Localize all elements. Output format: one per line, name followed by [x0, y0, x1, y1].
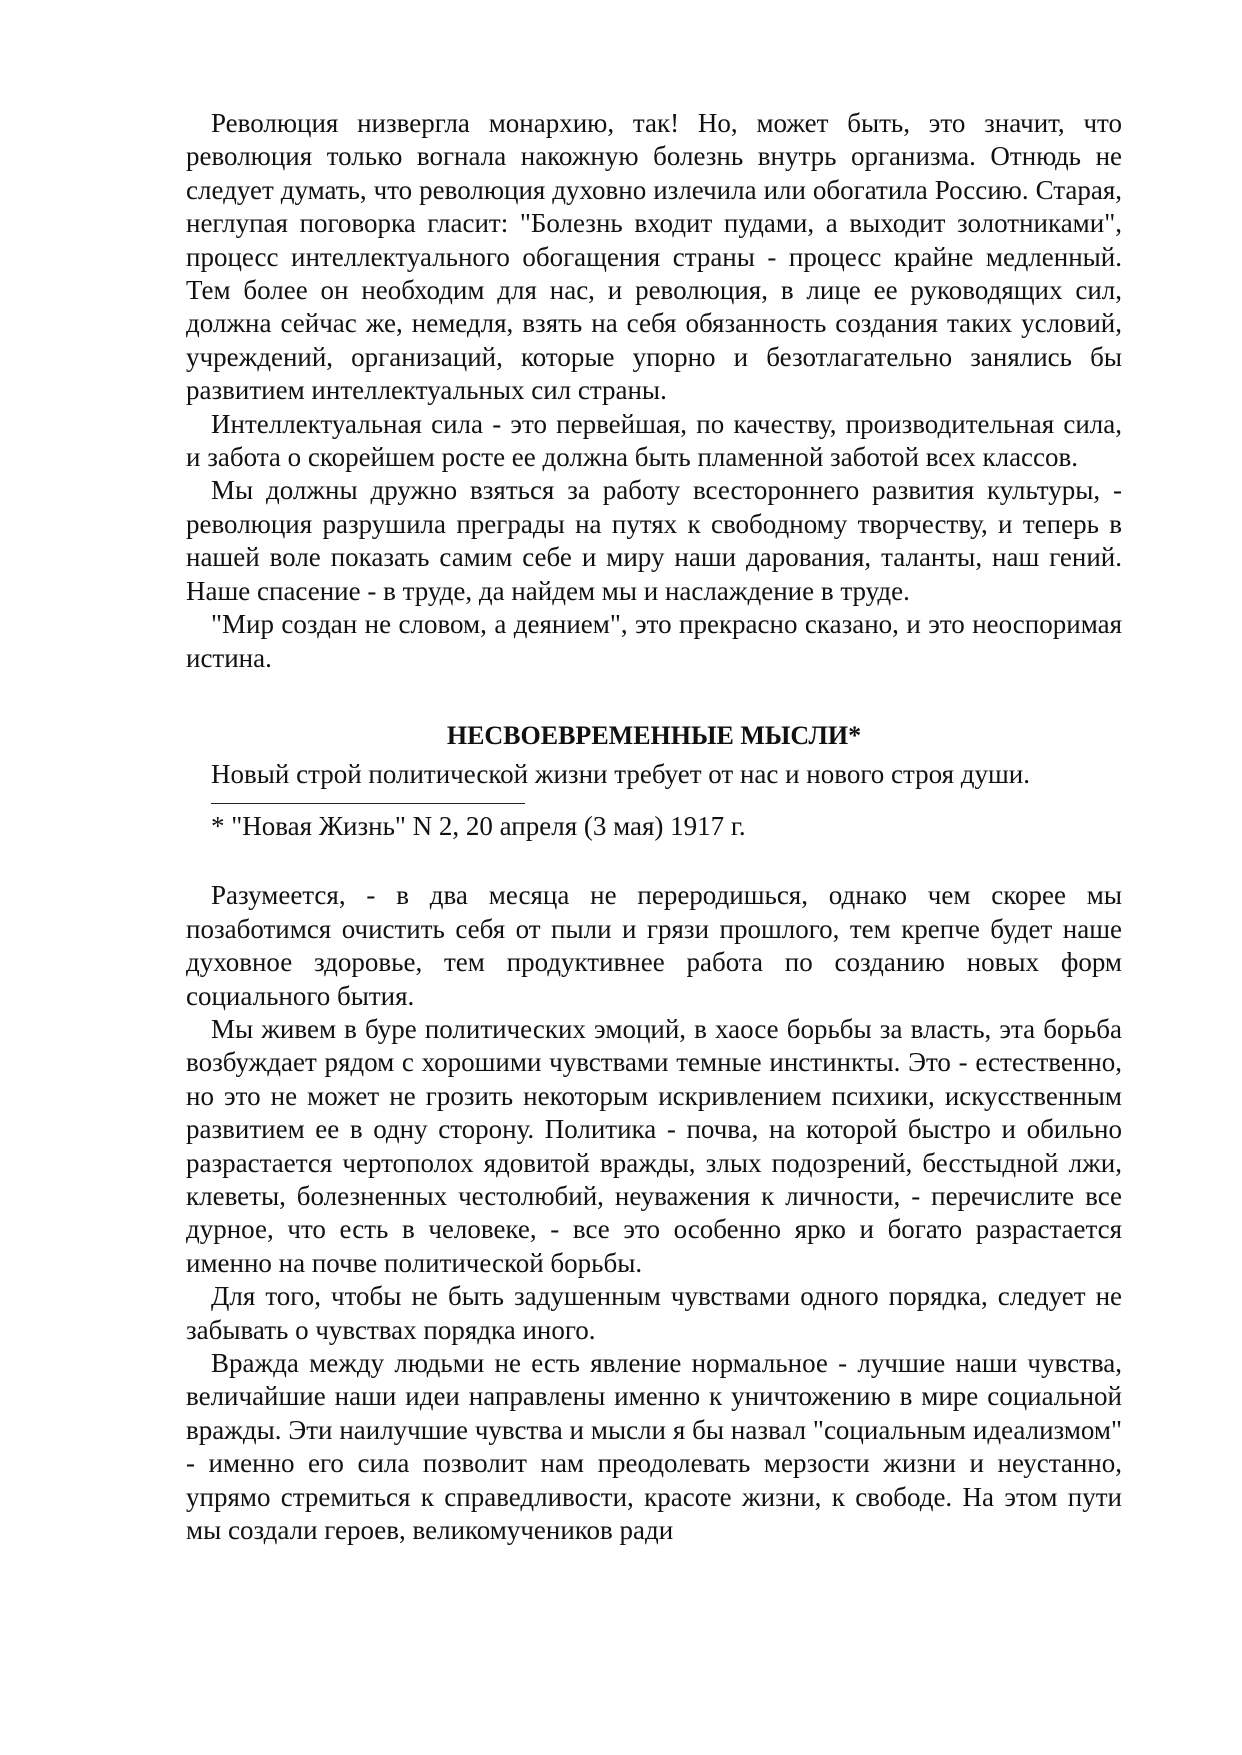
document-page: [186, 107, 1122, 1547]
paragraph-develop-culture: Мы должны дружно взяться за работу всестороннего развития культуры, - революция разрушила преграды на путях к свободному творчеству, и теперь в нашей воле показать самим себе и миру наши дарования, таланты, наш гений. Наше спасение - в труде, да найдем мы и наслаждение в труде.: [186, 475, 1122, 606]
paragraph-other-feelings: Для того, чтобы не быть задушенным чувствами одного порядка, следует не забывать о чувствах порядка иного.: [186, 1281, 1122, 1345]
section-heading: НЕСВОЕВРЕМЕННЫЕ МЫСЛИ*: [446, 720, 862, 750]
paragraph-two-months: Разумеется, - в два месяца не переродишься, однако чем скорее мы позаботимся очистить себя от пыли и грязи прошлого, тем крепче будет наше духовное здоровье, тем продуктивнее работа по созданию новых форм социального бытия.: [186, 880, 1122, 1011]
paragraph-social-idealism: Вражда между людьми не есть явление нормальное - лучшие наши чувства, величайшие наши идеи направлены именно к уничтожению в мире социальной вражды. Эти наилучшие чувства и мысли я бы назвал "социальным идеализмом" - именно его сила позволит нам преодолевать мерзости жизни и неустанно, упрямо стремиться к справедливости, красоте жизни, к свободе. На этом пути мы создали героев, великомучеников ради: [186, 1348, 1122, 1546]
footnote: * "Новая Жизнь" N 2, 20 апреля (3 мая) 1917 г.: [211, 811, 746, 842]
paragraph-intellectual-force: Интеллектуальная сила - это первейшая, по качеству, производительная сила, и забота о скорейшем росте ее должна быть пламенной заботой всех классов.: [186, 408, 1122, 473]
paragraph-political-storm: Мы живем в буре политических эмоций, в хаосе борьбы за власть, эта борьба возбуждает рядом с хорошими чувствами темные инстинкты. Это - естественно, но это не может не грозить некоторым искривлением психики, искусственным развитием ее в одну сторону. Политика - почва, на которой быстро и обильно разрастается чертополох ядовитой вражды, злых подозрений, бесстыдной лжи, клеветы, болезненных честолюбий, неуважения к личности, - перечислите все дурное, что есть в человеке, - все это особенно ярко и богато разрастается именно на почве политической борьбы.: [186, 1013, 1122, 1278]
paragraph-world-created: "Мир создан не словом, а деянием", это прекрасно сказано, и это неоспоримая истина.: [186, 609, 1122, 673]
paragraph-revolution-monarchy: Революция низвергла монархию, так! Но, может быть, это значит, что революция только вогнала накожную болезнь внутрь организма. Отнюдь не следует думать, что революция духовно излечила или обогатила Россию. Старая, неглупая поговорка гласит: "Болезнь входит пудами, а выходит золотниками", процесс интеллектуального обогащения страны - процесс крайне медленный. Тем более он необходим для нас, и революция, в лице ее руководящих сил, должна сейчас же, немедля, взять на себя обязанность создания таких условий, учреждений, организаций, которые упорно и безотлагательно занялись бы развитием интеллектуальных сил страны.: [186, 108, 1122, 406]
intro-line: Новый строй политической жизни требует от нас и нового строя души.: [211, 758, 1030, 789]
